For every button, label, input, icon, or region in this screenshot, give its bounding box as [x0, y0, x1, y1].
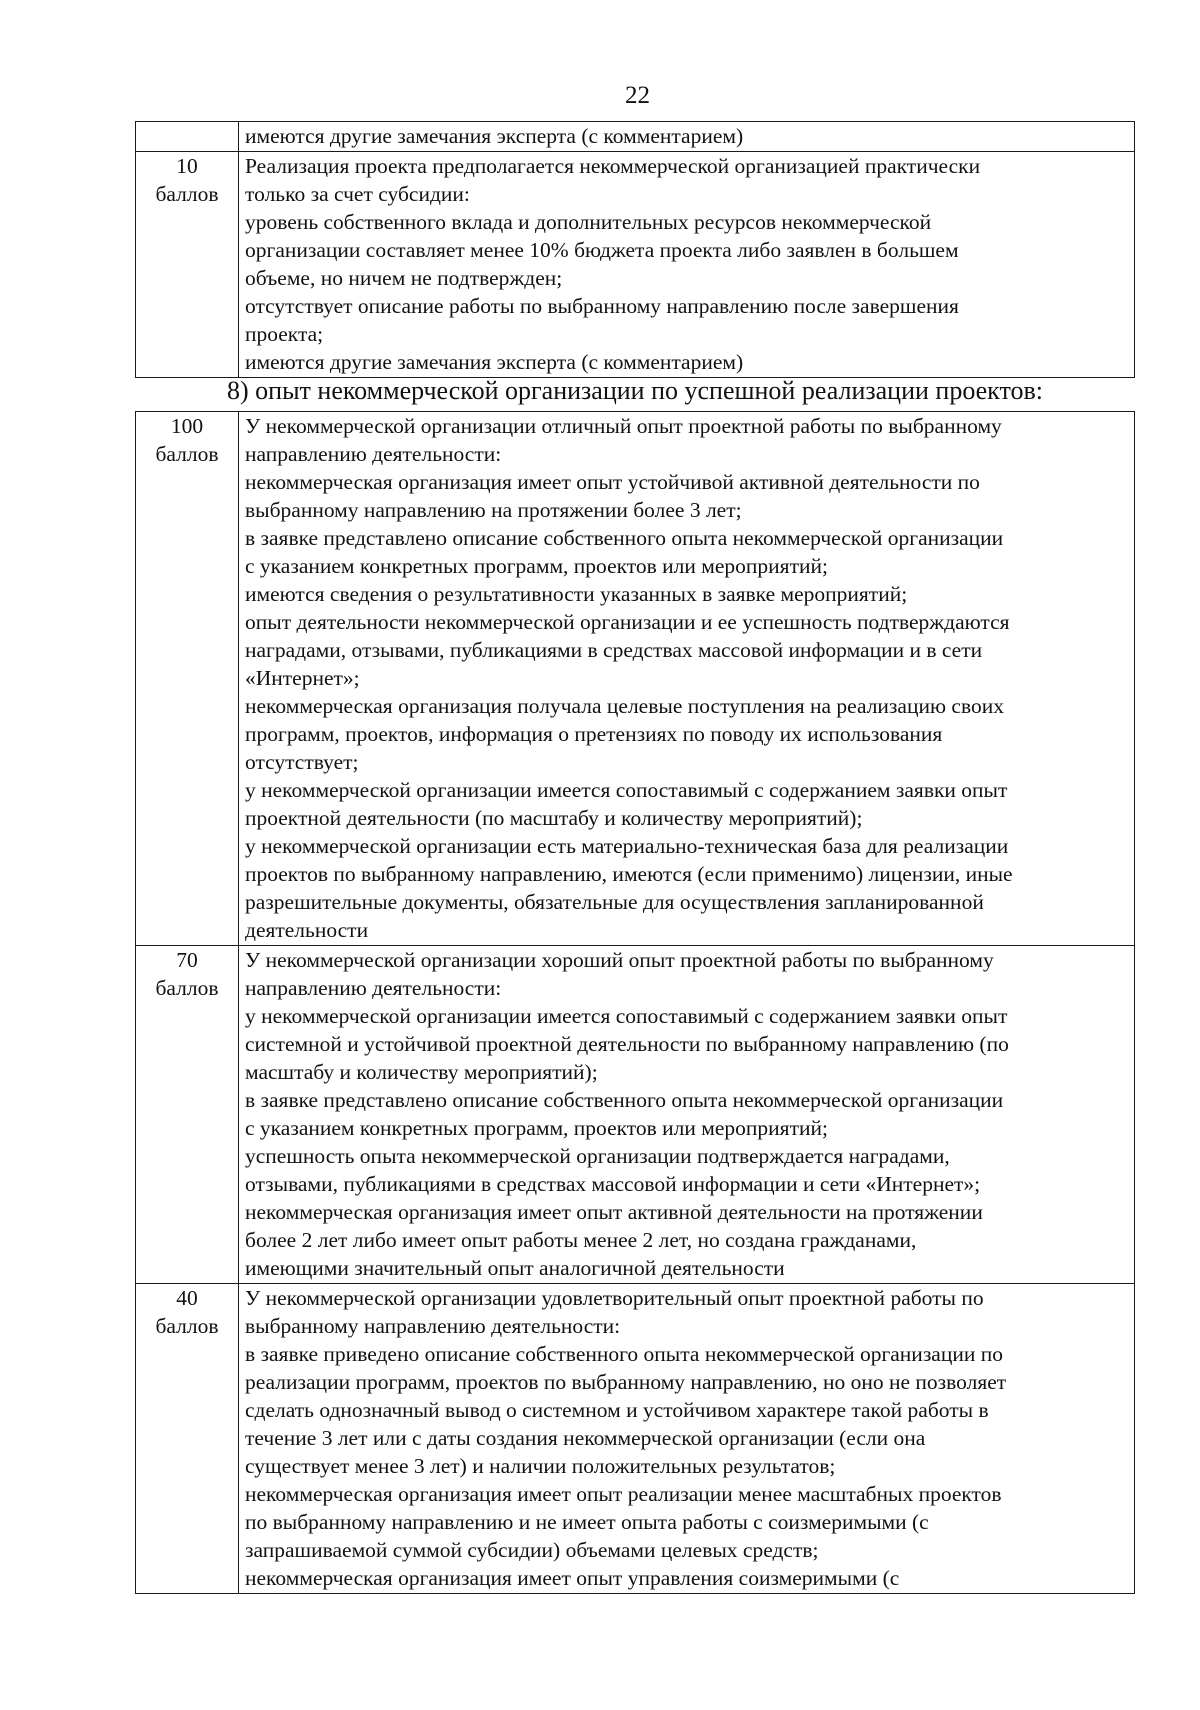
- criteria-line: по выбранному направлению и не имеет опыта работы с соизмеримыми (с: [245, 1510, 929, 1534]
- table-row: [136, 412, 1135, 946]
- criteria-line: проекта;: [245, 322, 324, 346]
- criteria-line: отсутствует;: [245, 750, 359, 774]
- criteria-line: в заявке представлено описание собственного опыта некоммерческой организации: [245, 1088, 1004, 1112]
- score-cell: [136, 122, 239, 152]
- criteria-line: только за счет субсидии:: [245, 182, 470, 206]
- criteria-line: разрешительные документы, обязательные для осуществления запланированной: [245, 890, 984, 914]
- criteria-line: реализации программ, проектов по выбранному направлению, но оно не позволяет: [245, 1370, 1007, 1394]
- criteria-line: У некоммерческой организации отличный опыт проектной работы по выбранному: [245, 414, 1002, 438]
- score-unit: баллов: [155, 442, 219, 466]
- criteria-description: [239, 122, 1135, 152]
- criteria-line: имеются сведения о результативности указанных в заявке мероприятий;: [245, 582, 908, 606]
- criteria-line: некоммерческая организация имеет опыт реализации менее масштабных проектов: [245, 1482, 1002, 1506]
- criteria-line: в заявке приведено описание собственного опыта некоммерческой организации по: [245, 1342, 1004, 1366]
- criteria-line: отзывами, публикациями в средствах массовой информации и сети «Интернет»;: [245, 1172, 981, 1196]
- criteria-line: в заявке представлено описание собственного опыта некоммерческой организации: [245, 526, 1004, 550]
- table-row: [136, 1284, 1135, 1594]
- score-cell: [136, 946, 239, 1284]
- criteria-line: «Интернет»;: [245, 666, 360, 690]
- criteria-line: проектов по выбранному направлению, имеются (если применимо) лицензии, иные: [245, 862, 1013, 886]
- criteria-line: имеющими значительный опыт аналогичной деятельности: [245, 1256, 785, 1280]
- criteria-line: У некоммерческой организации удовлетворительный опыт проектной работы по: [245, 1286, 984, 1310]
- criteria-line: объеме, но ничем не подтвержден;: [245, 266, 563, 290]
- criteria-line: сделать однозначный вывод о системном и устойчивом характере такой работы в: [245, 1398, 989, 1422]
- table-row: [136, 946, 1135, 1284]
- score-unit: баллов: [155, 182, 219, 206]
- criteria-line: течение 3 лет или с даты создания некоммерческой организации (если она: [245, 1426, 926, 1450]
- criteria-line: программ, проектов, информация о претензиях по поводу их использования: [245, 722, 943, 746]
- criteria-line: опыт деятельности некоммерческой организации и ее успешность подтверждаются: [245, 610, 1010, 634]
- criteria-description: [239, 1284, 1135, 1594]
- criteria-line: имеются другие замечания эксперта (с комментарием): [245, 124, 744, 148]
- criteria-line: масштабу и количеству мероприятий);: [245, 1060, 598, 1084]
- table-body: [136, 122, 1135, 378]
- criteria-line: запрашиваемой суммой субсидии) объемами целевых средств;: [245, 1538, 819, 1562]
- criteria-line: уровень собственного вклада и дополнительных ресурсов некоммерческой: [245, 210, 932, 234]
- criteria-line: некоммерческая организация получала целевые поступления на реализацию своих: [245, 694, 1004, 718]
- table-body: [136, 412, 1135, 1594]
- criteria-line: успешность опыта некоммерческой организации подтверждается наградами,: [245, 1144, 950, 1168]
- criteria-line: системной и устойчивой проектной деятельности по выбранному направлению (по: [245, 1032, 1009, 1056]
- section-heading: 8) опыт некоммерческой организации по успешной реализации проектов:: [227, 376, 1043, 405]
- criteria-line: отсутствует описание работы по выбранному направлению после завершения: [245, 294, 959, 318]
- score-value: 10: [176, 154, 198, 178]
- score-cell: [136, 412, 239, 946]
- scoring-table-continued: [135, 121, 1135, 378]
- table-row: [136, 152, 1135, 378]
- criteria-line: организации составляет менее 10% бюджета проекта либо заявлен в большем: [245, 238, 959, 262]
- score-value: 70: [176, 948, 198, 972]
- criteria-line: более 2 лет либо имеет опыт работы менее 2 лет, но создана гражданами,: [245, 1228, 917, 1252]
- criteria-line: наградами, отзывами, публикациями в средствах массовой информации и в сети: [245, 638, 983, 662]
- criteria-line: направлению деятельности:: [245, 442, 502, 466]
- criteria-line: направлению деятельности:: [245, 976, 502, 1000]
- criteria-line: имеются другие замечания эксперта (с комментарием): [245, 350, 744, 374]
- criteria-line: Реализация проекта предполагается некоммерческой организацией практически: [245, 154, 981, 178]
- score-cell: [136, 152, 239, 378]
- criteria-line: выбранному направлению на протяжении более 3 лет;: [245, 498, 742, 522]
- score-cell: [136, 1284, 239, 1594]
- score-unit: баллов: [155, 1314, 219, 1338]
- criteria-line: выбранному направлению деятельности:: [245, 1314, 621, 1338]
- criteria-description: [239, 946, 1135, 1284]
- criteria-line: у некоммерческой организации имеется сопоставимый с содержанием заявки опыт: [245, 1004, 1008, 1028]
- criteria-line: существует менее 3 лет) и наличии положительных результатов;: [245, 1454, 836, 1478]
- criteria-line: некоммерческая организация имеет опыт управления соизмеримыми (с: [245, 1566, 900, 1590]
- scoring-table-experience: [135, 411, 1135, 1594]
- criteria-line: с указанием конкретных программ, проектов или мероприятий;: [245, 1116, 828, 1140]
- criteria-line: деятельности: [245, 918, 369, 942]
- criteria-description: [239, 152, 1135, 378]
- score-value: 100: [170, 414, 204, 438]
- criteria-line: У некоммерческой организации хороший опыт проектной работы по выбранному: [245, 948, 994, 972]
- criteria-line: некоммерческая организация имеет опыт устойчивой активной деятельности по: [245, 470, 980, 494]
- criteria-line: у некоммерческой организации есть материально-техническая база для реализации: [245, 834, 1009, 858]
- page-number: 22: [625, 82, 650, 109]
- criteria-line: некоммерческая организация имеет опыт активной деятельности на протяжении: [245, 1200, 983, 1224]
- criteria-line: проектной деятельности (по масштабу и количеству мероприятий);: [245, 806, 863, 830]
- criteria-line: у некоммерческой организации имеется сопоставимый с содержанием заявки опыт: [245, 778, 1008, 802]
- score-value: 40: [176, 1286, 198, 1310]
- criteria-line: с указанием конкретных программ, проектов или мероприятий;: [245, 554, 828, 578]
- criteria-description: [239, 412, 1135, 946]
- score-unit: баллов: [155, 976, 219, 1000]
- table-row: [136, 122, 1135, 152]
